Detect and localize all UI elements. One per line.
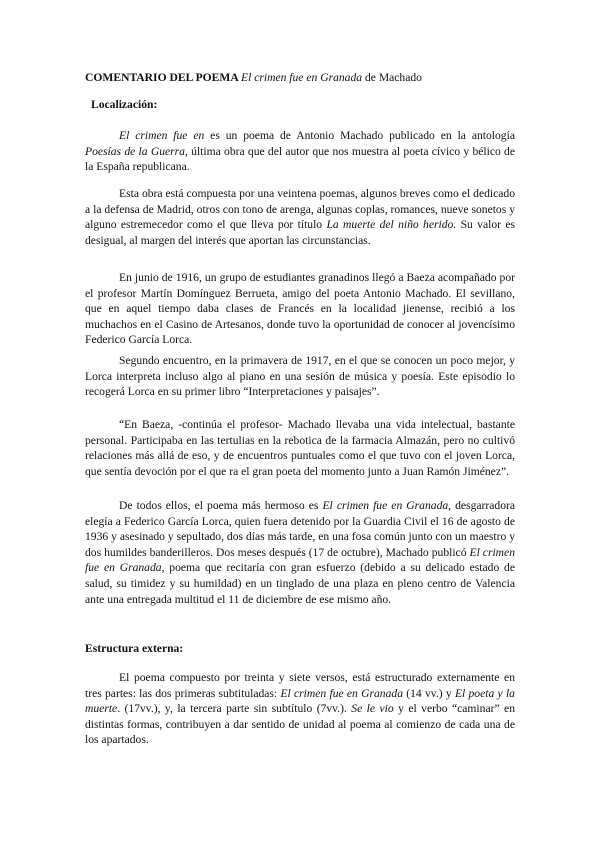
paragraph-4: Segundo encuentro, en la primavera de 1917, en el que se conocen un poco mejor, y Lorca interpreta incluso algo al piano en una sesión de música y poesía. Este episodio lo recogerá Lorca en su primer libro “Interpretaciones y paisajes”. — [85, 354, 515, 399]
title-bold: COMENTARIO DEL POEMA — [85, 71, 239, 84]
paragraph-5: “En Baeza, -continúa el profesor- Machado llevaba una vida intelectual, bastante personal. Participaba en las tertulias en la rebotica de la farmacia Almazán, pero no cultivó relaciones más allá de eso, y de encuentros puntuales como el que tuvo con el joven Lorca, que sentía devoción por el que ra el gran poeta del momento junto a Juan Ramón Jiménez”. — [85, 418, 515, 478]
paragraph-7: El poema compuesto por treinta y siete versos, está estructurado externamente en tres partes: las dos primeras subtituladas: El crimen fue en Granada (14 vv.) y El poeta y la muerte. (17vv.), y, la tercera parte sin subtítulo (7vv.). Se le vio y el verbo “caminar” en distintas formas, contribuyen a dar sentido de unidad al poema al comienzo de cada una de los apartados. — [85, 671, 515, 747]
paragraph-6: De todos ellos, el poema más hermoso es El crimen fue en Granada, desgarradora elegía a Federico García Lorca, quien fuera detenido por la Guardia Civil el 16 de agosto de 1936 y asesinado y sepultado, dos días más tarde, en una fosa común junto con un maestro y dos humildes banderilleros. Dos meses después (17 de octubre), Machado publicó El crimen fue en Granada, poema que recitaría con gran esfuerzo (debido a su delicado estado de salud, su timidez y su humildad) en un tinglado de una plaza en pleno centro de Valencia ante una entregada multitud el 11 de diciembre de ese mismo año. — [85, 499, 515, 606]
paragraph-1: El crimen fue en es un poema de Antonio Machado publicado en la antología Poesías de la Guerra, última obra que del autor que nos muestra al poeta cívico y bélico de la España republicana. — [85, 129, 515, 174]
heading-estructura-externa: Estructura externa: — [85, 642, 184, 655]
title-poem-name: El crimen fue en Granada — [241, 71, 363, 84]
document-title — [85, 71, 422, 84]
paragraph-3: En junio de 1916, un grupo de estudiantes granadinos llegó a Baeza acompañado por el profesor Martín Domínguez Berrueta, amigo del poeta Antonio Machado. El sevillano, que en aquel tiempo daba clases de Francés en la localidad jienense, recibió a los muchachos en el Casino de Artesanos, donde tuvo la oportunidad de conocer al jovencísimo Federico García Lorca. — [85, 271, 515, 347]
heading-localizacion: Localización: — [91, 98, 158, 111]
title-author: de Machado — [364, 71, 422, 84]
paragraph-2: Esta obra está compuesta por una veintena poemas, algunos breves como el dedicado a la defensa de Madrid, otros con tono de arenga, algunas coplas, romances, nueve sonetos y alguno estremecedor como el que lleva por título La muerte del niño herido. Su valor es desigual, al margen del interés que aportan las circunstancias. — [85, 187, 515, 247]
